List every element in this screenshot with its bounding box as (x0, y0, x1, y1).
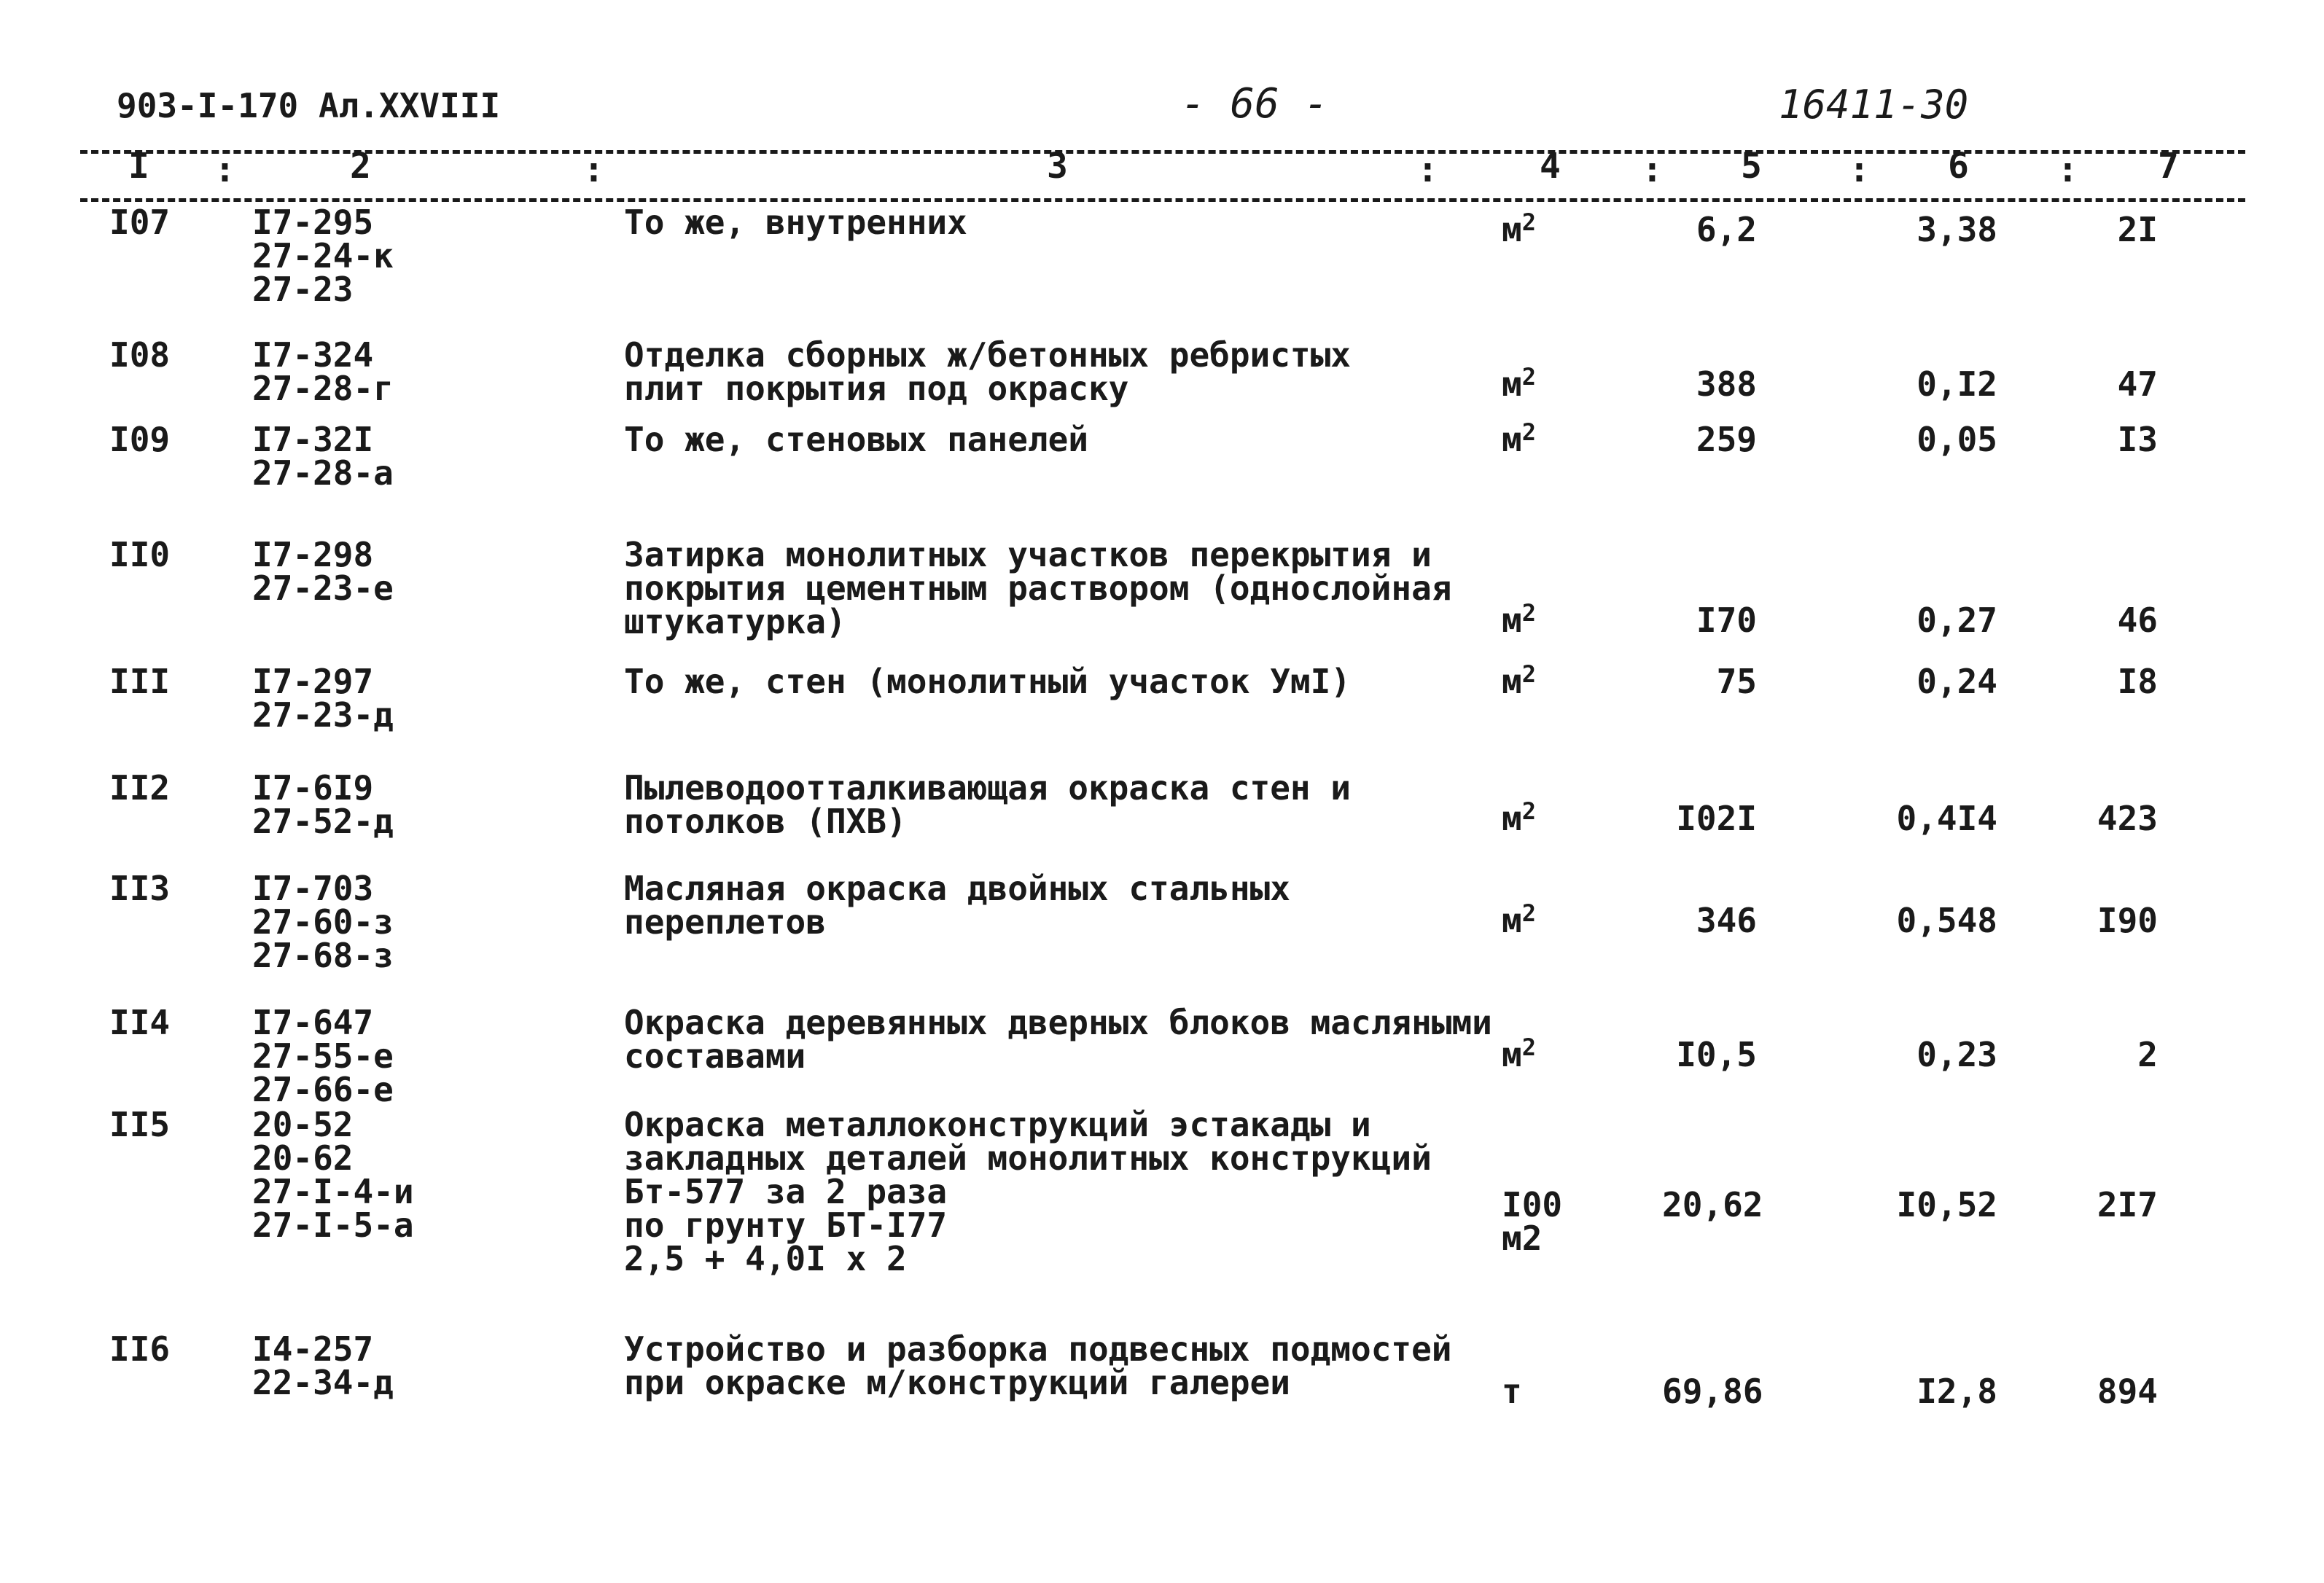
unit-of-measure (1502, 797, 1536, 838)
quantity: 75 (1716, 662, 1757, 701)
norm-codes: I4-257 22-34-д (252, 1329, 394, 1402)
norm-codes: I7-6I9 27-52-д (252, 768, 394, 841)
unit-superscript: 2 (1521, 660, 1536, 688)
page-number: - 66 - (1181, 80, 1329, 128)
norm-codes: I7-295 27-24-к 27-23 (252, 203, 394, 309)
work-description: Затирка монолитных участков перекрытия и покрытия цементным раствором (однослойная штукатурка) (624, 535, 1452, 641)
header-rule-bottom (80, 198, 2245, 202)
unit-of-measure (1502, 1185, 1563, 1258)
unit-of-measure (1502, 1033, 1536, 1074)
unit-of-measure (1502, 899, 1536, 940)
unit-price: I2,8 (1916, 1372, 1997, 1411)
work-description: То же, внутренних (624, 203, 967, 242)
row-number: II5 (109, 1105, 171, 1144)
work-description: То же, стен (монолитный участок УмI) (624, 662, 1351, 701)
unit-price: 0,4I4 (1896, 799, 1997, 838)
col-header-6: 6 (1948, 146, 1969, 187)
col-separator: : (1417, 149, 1438, 190)
unit-main: т (1502, 1372, 1522, 1411)
unit-main: м (1502, 420, 1522, 459)
row-number: II0 (109, 535, 171, 574)
norm-codes: I7-32I 27-28-а (252, 420, 394, 493)
unit-of-measure (1502, 418, 1536, 459)
col-header-3: 3 (1047, 146, 1068, 187)
col-separator: : (1642, 149, 1663, 190)
norm-codes: I7-298 27-23-е (252, 535, 394, 608)
unit-superscript: 2 (1521, 599, 1536, 627)
unit-price: 0,27 (1916, 601, 1997, 640)
unit-superscript: 2 (1521, 797, 1536, 825)
quantity: 259 (1696, 420, 1757, 459)
document-number: 16411-30 (1779, 82, 1969, 128)
unit-superscript: 2 (1521, 208, 1536, 236)
quantity: I02I (1676, 799, 1757, 838)
work-description: Масляная окраска двойных стальных переплетов (624, 869, 1290, 942)
unit-price: 0,548 (1896, 901, 1997, 940)
row-number: I09 (109, 420, 171, 459)
total-cost: 46 (2117, 601, 2158, 640)
quantity: 388 (1696, 364, 1757, 404)
quantity: I0,5 (1676, 1035, 1757, 1074)
unit-main: м (1502, 901, 1522, 940)
norm-codes: 20-52 20-62 27-I-4-и 27-I-5-а (252, 1105, 414, 1245)
col-header-2: 2 (350, 146, 371, 187)
row-number: III (109, 662, 171, 701)
header-rule-top (80, 150, 2245, 154)
unit-main: м (1502, 662, 1522, 701)
quantity: 346 (1696, 901, 1757, 940)
total-cost: I90 (2097, 901, 2158, 940)
document-code: 903-I-170 Ал.XXVIII (117, 86, 501, 125)
unit-superscript: 2 (1521, 418, 1536, 446)
row-number: II3 (109, 869, 171, 908)
unit-price: I0,52 (1896, 1185, 1997, 1224)
unit-main: I00 (1502, 1185, 1563, 1224)
col-header-5: 5 (1741, 146, 1762, 187)
col-separator: : (1849, 149, 1870, 190)
unit-main: м (1502, 601, 1522, 640)
unit-of-measure (1502, 208, 1536, 249)
total-cost: 423 (2097, 799, 2158, 838)
total-cost: 894 (2097, 1372, 2158, 1411)
unit-price: 0,23 (1916, 1035, 1997, 1074)
quantity: 20,62 (1662, 1185, 1763, 1224)
unit-price: 0,05 (1916, 420, 1997, 459)
col-separator: : (2057, 149, 2078, 190)
unit-main: м (1502, 1035, 1522, 1074)
unit-of-measure (1502, 1372, 1522, 1411)
work-description: Пылеводоотталкивающая окраска стен и потолков (ПХВ) (624, 768, 1351, 841)
total-cost: I3 (2117, 420, 2158, 459)
unit-superscript: 2 (1521, 899, 1536, 927)
unit-extra: м2 (1502, 1219, 1543, 1258)
work-description: Устройство и разборка подвесных подмостей при окраске м/конструкций галереи (624, 1329, 1452, 1402)
unit-of-measure (1502, 363, 1536, 404)
row-number: I08 (109, 335, 171, 375)
total-cost: I8 (2117, 662, 2158, 701)
unit-main: м (1502, 799, 1522, 838)
norm-codes: I7-647 27-55-е 27-66-е (252, 1003, 394, 1109)
quantity: 6,2 (1696, 210, 1757, 249)
unit-of-measure (1502, 599, 1536, 640)
work-description: Окраска металлоконструкций эстакады и закладных деталей монолитных конструкций Бт-577 за 2 раза по грунту БТ-I77 2,5 + 4,0I x 2 (624, 1105, 1432, 1278)
quantity: I70 (1696, 601, 1757, 640)
row-number: II4 (109, 1003, 171, 1042)
norm-codes: I7-297 27-23-д (252, 662, 394, 735)
total-cost: 47 (2117, 364, 2158, 404)
col-separator: : (583, 149, 604, 190)
col-separator: : (214, 149, 235, 190)
work-description: Окраска деревянных дверных блоков масляными составами (624, 1003, 1492, 1076)
norm-codes: I7-324 27-28-г (252, 335, 394, 408)
work-description: Отделка сборных ж/бетонных ребристых плит покрытия под окраску (624, 335, 1351, 408)
quantity: 69,86 (1662, 1372, 1763, 1411)
total-cost: 2I7 (2097, 1185, 2158, 1224)
unit-of-measure (1502, 660, 1536, 701)
work-description: То же, стеновых панелей (624, 420, 1088, 459)
row-number: II6 (109, 1329, 171, 1369)
row-number: I07 (109, 203, 171, 242)
col-header-1: I (128, 146, 149, 187)
total-cost: 2 (2137, 1035, 2158, 1074)
unit-superscript: 2 (1521, 363, 1536, 391)
col-header-4: 4 (1540, 146, 1561, 187)
unit-main: м (1502, 210, 1522, 249)
unit-main: м (1502, 364, 1522, 404)
unit-price: 3,38 (1916, 210, 1997, 249)
norm-codes: I7-703 27-60-з 27-68-з (252, 869, 394, 975)
unit-price: 0,I2 (1916, 364, 1997, 404)
unit-price: 0,24 (1916, 662, 1997, 701)
row-number: II2 (109, 768, 171, 808)
col-header-7: 7 (2158, 146, 2179, 187)
total-cost: 2I (2117, 210, 2158, 249)
unit-superscript: 2 (1521, 1033, 1536, 1061)
